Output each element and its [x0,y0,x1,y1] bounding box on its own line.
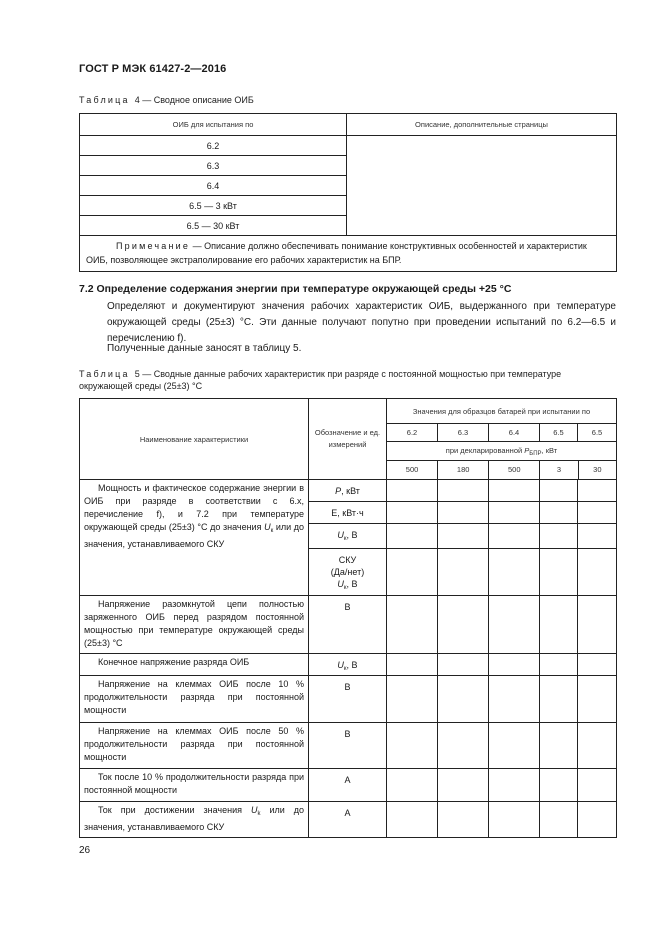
table5-header-power-values [387,461,616,479]
table5-cell [438,480,489,502]
table5-cell [438,524,489,549]
table5-caption-label: Таблица [79,369,130,379]
table5-unit: В [309,723,387,769]
table5-cell [489,480,540,502]
table5-header-values: Значения для образцов батарей при испытании по [387,399,617,424]
table5-cell [387,596,438,654]
table5-cell [578,723,617,769]
table5-cell [387,676,438,723]
table4-header-description: Описание, дополнительные страницы [347,114,617,136]
table5-cell [438,654,489,676]
ocv-name-text: Напряжение разомкнутой цепи полностью заряженного ОИБ перед разрядом постоянной мощностью при температуре окружающей среды (25±3) °С [84,599,304,648]
current-10-name-text: Ток после 10 % продолжительности разряда при постоянной мощности [84,772,304,795]
table5 [79,398,617,838]
table5-header-clause: 6.5 [578,424,617,442]
table5-cell [578,654,617,676]
table5-cell [540,676,578,723]
table5-row-name-voltage-50 [80,723,309,769]
unit-sku-line2: (Да/нет) [330,567,365,577]
table4-row-cell: 6.4 [80,176,347,196]
table5-power-value: 180 [438,461,489,479]
energy-name-subscript: к [270,528,274,534]
table4-row-cell: 6.5 — 3 кВт [80,196,347,216]
unit-post: , В [346,660,358,670]
table5-cell [387,480,438,502]
table5-header-clause: 6.5 [540,424,578,442]
table5-cell [578,596,617,654]
table5-cell [540,654,578,676]
table5-cell [438,596,489,654]
section-paragraph-1-text: Определяют и документируют значения рабочих характеристик ОИБ, выдержанного при температуре окружающей среды (25±3) °С. Эти данные получают попутно при проведении испытаний по 6.2—6.5 и перечислению f). [107,301,616,344]
table5-unit: А [309,802,387,838]
table5-cell [438,502,489,524]
table5-cell [540,596,578,654]
energy-name-post: или до значения, устанавливаемого СКУ [84,522,304,549]
table4-note-text: — Описание должно обеспечивать понимание конструктивных особенностей и характеристик ОИБ, позволяющее экстраполирование его рабочих характеристик на БПР. [86,241,587,265]
table5-unit-power [309,480,387,502]
table5-header-power-block [387,442,617,480]
table5-header-clause: 6.2 [387,424,438,442]
table5-row-name-current-uk [80,802,309,838]
unit-symbol: U [337,530,344,540]
current-uk-name-symbol: U [250,805,258,815]
table5-unit: В [309,676,387,723]
table4-description-cell [347,136,617,236]
table5-cell [489,502,540,524]
table5-cell [540,480,578,502]
section-paragraph-2 [79,341,616,357]
table5-cell [489,723,540,769]
table5-cell [438,723,489,769]
table5-power-value: 500 [387,461,438,479]
table5-power-value: 3 [540,461,578,479]
voltage-50-name-text: Напряжение на клеммах ОИБ после 50 % продолжительности разряда при постоянной мощности [84,726,304,762]
section-heading: 7.2 Определение содержания энергии при температуре окружающей среды +25 °С [79,283,512,295]
current-uk-name-post: или до значения, устанавливаемого СКУ [84,805,304,832]
table5-cell [489,654,540,676]
table5-cell [387,802,438,838]
table5-cell [438,676,489,723]
unit-sku-line1: СКУ [338,555,357,565]
table5-row-name-voltage-10 [80,676,309,723]
table5-cell [540,549,578,596]
table5-cell [438,769,489,802]
table5-cell [578,480,617,502]
table5-cell [489,596,540,654]
section-paragraph-2-text: Полученные данные заносят в таблицу 5. [107,343,302,354]
table5-cell [489,676,540,723]
table5-unit [309,654,387,676]
table5-unit: В [309,596,387,654]
unit-symbol: U [337,660,344,670]
table5-header-power [387,442,616,461]
table5-cell [489,769,540,802]
final-voltage-name-text: Конечное напряжение разряда ОИБ [98,657,250,667]
table5-unit-voltage [309,524,387,549]
table4-note-label: Примечание [116,241,191,251]
table5-cell [578,502,617,524]
table5-cell [489,802,540,838]
table5-cell [578,549,617,596]
unit-symbol: P [335,486,342,496]
table5-cell [578,802,617,838]
table5-header-clause: 6.3 [438,424,489,442]
table5-cell [489,549,540,596]
table5-cell [489,524,540,549]
table5-cell [540,723,578,769]
table5-cell [540,502,578,524]
table5-cell [578,676,617,723]
table5-cell [540,769,578,802]
power-label-post: , кВт [541,446,558,455]
power-label-symbol: P [524,446,530,455]
energy-name-text: Мощность и фактическое содержание энергии в ОИБ при разряде в соответствии с 6.x, перечисление f), и 7.2 при температуре окружающей среды (25±3) °С до значения [84,483,304,532]
table5-cell [540,524,578,549]
table5-cell [540,802,578,838]
table4-row-cell: 6.2 [80,136,347,156]
table5-cell [387,654,438,676]
table5-cell [387,549,438,596]
table4-header-oib: ОИБ для испытания по [80,114,347,136]
table5-caption-text: 5 — Сводные данные рабочих характеристик при разряде с постоянной мощностью при температуре окружающей среды (25±3) °С [79,369,562,391]
table5-row-name-current-10 [80,769,309,802]
table5-header-unit: Обозначение и ед. измерений [309,399,387,480]
table5-row-name-ocv [80,596,309,654]
unit-subscript: к [343,585,347,591]
table5-caption [79,368,616,392]
table4 [79,113,617,272]
document-header: ГОСТ Р МЭК 61427-2—2016 [79,63,227,75]
table4-note [80,236,617,272]
unit-post: , В [346,579,358,589]
voltage-10-name-text: Напряжение на клеммах ОИБ после 10 % продолжительности разряда при постоянной мощности [84,679,304,715]
table4-row-cell: 6.3 [80,156,347,176]
table5-unit-sku [309,549,387,596]
current-uk-name-pre: Ток при достижении значения [98,805,251,815]
unit-post: , кВт [341,486,360,496]
table4-caption [79,95,254,105]
unit-sku-line3 [309,578,386,594]
table5-unit: А [309,769,387,802]
table5-power-value: 500 [489,461,540,479]
page-number: 26 [79,845,91,856]
section-paragraph-1 [79,299,616,347]
table5-header-name: Наименование характеристики [80,399,309,480]
table5-cell [387,769,438,802]
unit-post: , В [346,530,358,540]
table4-caption-text: 4 — Сводное описание ОИБ [134,95,254,105]
table5-header-clause: 6.4 [489,424,540,442]
current-uk-name-subscript: k [257,811,261,817]
table5-cell [578,769,617,802]
power-label-subscript: БПР [529,451,542,457]
table5-cell [387,723,438,769]
table5-cell [387,502,438,524]
table5-row-name-final-voltage [80,654,309,676]
table5-unit-energy: E, кВт·ч [309,502,387,524]
table5-cell [578,524,617,549]
table4-row-cell: 6.5 — 30 кВт [80,216,347,236]
table5-cell [438,802,489,838]
unit-subscript: к [343,536,347,542]
energy-name-symbol: U [264,522,271,532]
table5-cell [438,549,489,596]
table5-cell [387,524,438,549]
power-label-pre: при декларированной [445,446,525,455]
table4-caption-label: Таблица [79,95,130,105]
table5-row-name-energy [80,480,309,596]
table5-power-value: 30 [593,465,602,474]
unit-subscript: к [343,666,347,672]
unit-symbol: U [337,579,344,589]
